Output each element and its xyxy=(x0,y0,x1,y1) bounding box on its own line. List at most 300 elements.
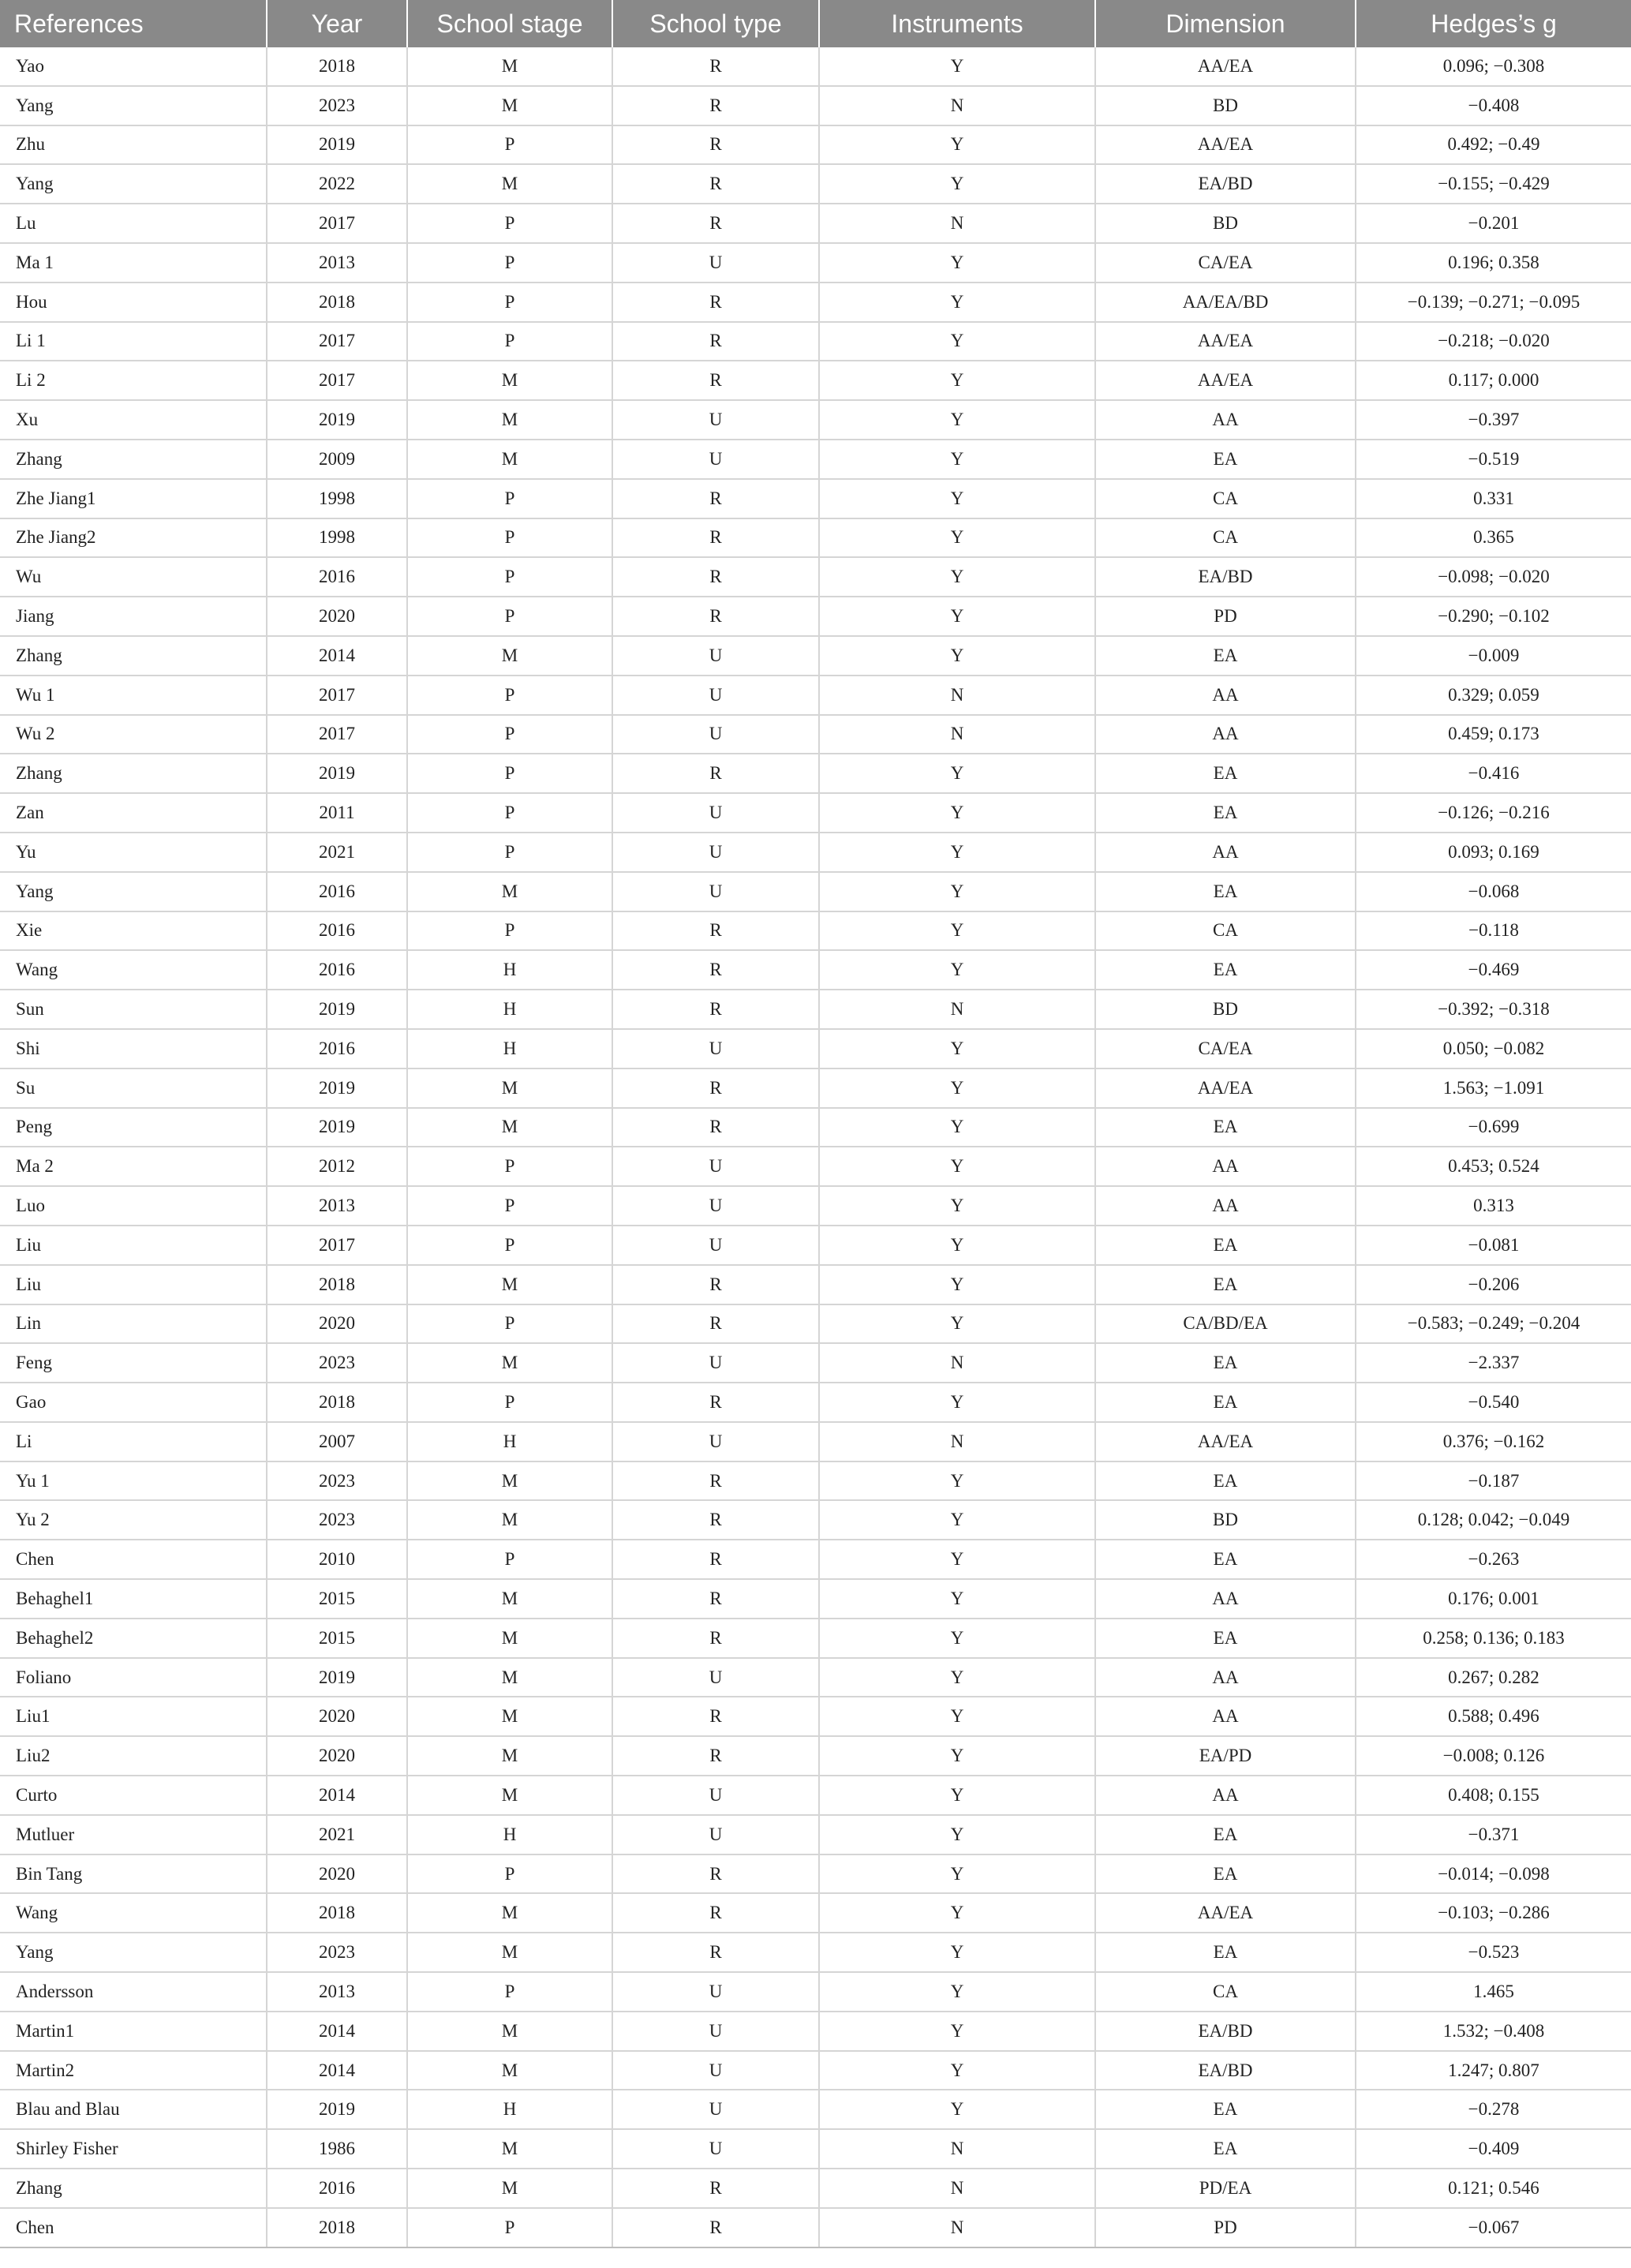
cell-instruments: Y xyxy=(819,47,1095,86)
table-row xyxy=(0,2129,1631,2169)
cell-school-type: U xyxy=(612,1776,819,1815)
cell-reference: Sun xyxy=(0,990,267,1029)
cell-reference: Yang xyxy=(0,86,267,125)
cell-year: 2023 xyxy=(267,1343,407,1383)
cell-instruments: Y xyxy=(819,1736,1095,1776)
cell-school-stage: P xyxy=(407,1854,612,1894)
cell-instruments: Y xyxy=(819,2012,1095,2051)
cell-reference: Liu xyxy=(0,1265,267,1304)
cell-dimension: CA/EA xyxy=(1095,243,1356,283)
cell-dimension: EA xyxy=(1095,636,1356,676)
cell-reference: Mutluer xyxy=(0,1815,267,1854)
cell-instruments: N xyxy=(819,204,1095,243)
cell-reference: Liu1 xyxy=(0,1697,267,1736)
cell-dimension: EA xyxy=(1095,1108,1356,1147)
table-row xyxy=(0,715,1631,754)
table-row xyxy=(0,2090,1631,2129)
cell-reference: Martin1 xyxy=(0,2012,267,2051)
cell-school-stage: M xyxy=(407,164,612,204)
cell-school-type: U xyxy=(612,1029,819,1069)
cell-year: 2020 xyxy=(267,1304,407,1344)
cell-school-stage: M xyxy=(407,636,612,676)
cell-hedges-g: 0.121; 0.546 xyxy=(1356,2169,1631,2208)
cell-year: 2023 xyxy=(267,1933,407,1972)
cell-year: 2014 xyxy=(267,2012,407,2051)
cell-reference: Peng xyxy=(0,1108,267,1147)
column-header-year: Year xyxy=(267,0,407,47)
cell-hedges-g: −0.278 xyxy=(1356,2090,1631,2129)
cell-instruments: N xyxy=(819,1343,1095,1383)
cell-instruments: Y xyxy=(819,125,1095,165)
cell-year: 2017 xyxy=(267,361,407,400)
cell-year: 2015 xyxy=(267,1619,407,1658)
cell-dimension: AA xyxy=(1095,1776,1356,1815)
cell-hedges-g: −0.263 xyxy=(1356,1540,1631,1579)
table-row xyxy=(0,479,1631,518)
cell-reference: Ma 2 xyxy=(0,1147,267,1186)
cell-hedges-g: 0.492; −0.49 xyxy=(1356,125,1631,165)
cell-instruments: Y xyxy=(819,2090,1095,2129)
table-row xyxy=(0,1147,1631,1186)
cell-dimension: EA xyxy=(1095,2129,1356,2169)
cell-instruments: Y xyxy=(819,1893,1095,1933)
cell-year: 2007 xyxy=(267,1422,407,1461)
cell-dimension: EA xyxy=(1095,1226,1356,1265)
cell-school-type: U xyxy=(612,676,819,715)
cell-school-type: R xyxy=(612,1461,819,1501)
cell-year: 2019 xyxy=(267,990,407,1029)
cell-school-stage: M xyxy=(407,1500,612,1540)
cell-instruments: N xyxy=(819,990,1095,1029)
cell-instruments: Y xyxy=(819,283,1095,322)
cell-year: 1998 xyxy=(267,518,407,558)
table-row xyxy=(0,2012,1631,2051)
cell-school-stage: M xyxy=(407,47,612,86)
cell-school-type: U xyxy=(612,2012,819,2051)
cell-school-type: R xyxy=(612,1697,819,1736)
cell-instruments: Y xyxy=(819,597,1095,636)
cell-instruments: Y xyxy=(819,1147,1095,1186)
cell-hedges-g: −0.201 xyxy=(1356,204,1631,243)
cell-reference: Lu xyxy=(0,204,267,243)
cell-instruments: N xyxy=(819,715,1095,754)
cell-year: 2020 xyxy=(267,597,407,636)
cell-hedges-g: −0.392; −0.318 xyxy=(1356,990,1631,1029)
table-row xyxy=(0,1226,1631,1265)
cell-school-type: R xyxy=(612,1933,819,1972)
cell-dimension: EA xyxy=(1095,1343,1356,1383)
cell-dimension: EA xyxy=(1095,754,1356,793)
cell-school-stage: P xyxy=(407,557,612,597)
cell-reference: Hou xyxy=(0,283,267,322)
cell-reference: Zhang xyxy=(0,440,267,479)
cell-school-type: R xyxy=(612,1579,819,1619)
cell-reference: Zhe Jiang1 xyxy=(0,479,267,518)
cell-school-stage: M xyxy=(407,1658,612,1697)
cell-reference: Zhang xyxy=(0,2169,267,2208)
cell-reference: Zan xyxy=(0,793,267,833)
cell-instruments: N xyxy=(819,2129,1095,2169)
cell-reference: Curto xyxy=(0,1776,267,1815)
cell-school-stage: M xyxy=(407,1736,612,1776)
table-row xyxy=(0,1619,1631,1658)
cell-reference: Wang xyxy=(0,1893,267,1933)
cell-school-stage: M xyxy=(407,2169,612,2208)
cell-hedges-g: 0.329; 0.059 xyxy=(1356,676,1631,715)
cell-instruments: Y xyxy=(819,322,1095,361)
cell-year: 2014 xyxy=(267,2051,407,2090)
cell-reference: Su xyxy=(0,1069,267,1108)
cell-hedges-g: −0.155; −0.429 xyxy=(1356,164,1631,204)
cell-reference: Yao xyxy=(0,47,267,86)
cell-dimension: PD xyxy=(1095,597,1356,636)
cell-school-type: R xyxy=(612,911,819,951)
cell-year: 2020 xyxy=(267,1736,407,1776)
cell-reference: Xie xyxy=(0,911,267,951)
table-row xyxy=(0,361,1631,400)
cell-school-type: R xyxy=(612,950,819,990)
table-row xyxy=(0,1658,1631,1697)
cell-reference: Zhe Jiang2 xyxy=(0,518,267,558)
cell-hedges-g: −0.699 xyxy=(1356,1108,1631,1147)
cell-hedges-g: 0.408; 0.155 xyxy=(1356,1776,1631,1815)
cell-year: 2010 xyxy=(267,1540,407,1579)
cell-reference: Yang xyxy=(0,1933,267,1972)
cell-school-stage: H xyxy=(407,1029,612,1069)
cell-school-type: R xyxy=(612,1383,819,1422)
table-row xyxy=(0,1854,1631,1894)
cell-year: 2019 xyxy=(267,1069,407,1108)
cell-dimension: BD xyxy=(1095,1500,1356,1540)
table-row xyxy=(0,1972,1631,2012)
cell-year: 2017 xyxy=(267,204,407,243)
cell-school-stage: M xyxy=(407,1697,612,1736)
cell-hedges-g: −0.409 xyxy=(1356,2129,1631,2169)
column-header-instruments: Instruments xyxy=(819,0,1095,47)
cell-school-type: R xyxy=(612,1540,819,1579)
cell-instruments: N xyxy=(819,86,1095,125)
cell-school-stage: P xyxy=(407,911,612,951)
cell-hedges-g: −0.540 xyxy=(1356,1383,1631,1422)
cell-instruments: Y xyxy=(819,361,1095,400)
cell-school-type: U xyxy=(612,1815,819,1854)
cell-year: 2019 xyxy=(267,2090,407,2129)
cell-school-type: R xyxy=(612,322,819,361)
cell-hedges-g: −0.098; −0.020 xyxy=(1356,557,1631,597)
cell-instruments: Y xyxy=(819,1972,1095,2012)
column-header-hedges-g: Hedges’s g xyxy=(1356,0,1631,47)
cell-reference: Foliano xyxy=(0,1658,267,1697)
cell-hedges-g: 1.563; −1.091 xyxy=(1356,1069,1631,1108)
cell-dimension: AA/EA xyxy=(1095,1893,1356,1933)
table-body xyxy=(0,47,1631,2247)
cell-instruments: Y xyxy=(819,636,1095,676)
cell-school-stage: P xyxy=(407,754,612,793)
cell-school-stage: P xyxy=(407,243,612,283)
cell-year: 2016 xyxy=(267,950,407,990)
cell-hedges-g: −0.371 xyxy=(1356,1815,1631,1854)
table-row xyxy=(0,1108,1631,1147)
cell-dimension: BD xyxy=(1095,204,1356,243)
cell-year: 2020 xyxy=(267,1697,407,1736)
table-row xyxy=(0,990,1631,1029)
cell-reference: Li 1 xyxy=(0,322,267,361)
cell-hedges-g: −0.206 xyxy=(1356,1265,1631,1304)
cell-school-type: R xyxy=(612,164,819,204)
cell-reference: Liu2 xyxy=(0,1736,267,1776)
cell-dimension: EA xyxy=(1095,793,1356,833)
cell-hedges-g: 0.196; 0.358 xyxy=(1356,243,1631,283)
cell-school-stage: P xyxy=(407,518,612,558)
cell-school-type: U xyxy=(612,2090,819,2129)
cell-hedges-g: −2.337 xyxy=(1356,1343,1631,1383)
cell-instruments: Y xyxy=(819,1029,1095,1069)
cell-instruments: Y xyxy=(819,793,1095,833)
cell-hedges-g: 0.117; 0.000 xyxy=(1356,361,1631,400)
cell-school-type: R xyxy=(612,1265,819,1304)
cell-school-type: R xyxy=(612,990,819,1029)
cell-dimension: EA/BD xyxy=(1095,2051,1356,2090)
cell-school-type: R xyxy=(612,283,819,322)
cell-dimension: CA/BD/EA xyxy=(1095,1304,1356,1344)
column-header-school-type: School type xyxy=(612,0,819,47)
cell-reference: Andersson xyxy=(0,1972,267,2012)
cell-dimension: AA/EA xyxy=(1095,1422,1356,1461)
cell-year: 2021 xyxy=(267,1815,407,1854)
cell-school-stage: P xyxy=(407,1383,612,1422)
cell-school-stage: M xyxy=(407,1776,612,1815)
cell-year: 2017 xyxy=(267,322,407,361)
cell-reference: Behaghel1 xyxy=(0,1579,267,1619)
cell-school-type: R xyxy=(612,1893,819,1933)
cell-hedges-g: 0.096; −0.308 xyxy=(1356,47,1631,86)
cell-dimension: EA xyxy=(1095,1619,1356,1658)
cell-year: 2023 xyxy=(267,1461,407,1501)
cell-dimension: AA xyxy=(1095,1658,1356,1697)
cell-school-type: U xyxy=(612,2051,819,2090)
cell-reference: Chen xyxy=(0,2208,267,2247)
cell-hedges-g: 0.128; 0.042; −0.049 xyxy=(1356,1500,1631,1540)
cell-dimension: CA xyxy=(1095,911,1356,951)
cell-hedges-g: −0.290; −0.102 xyxy=(1356,597,1631,636)
cell-reference: Xu xyxy=(0,400,267,440)
cell-year: 2015 xyxy=(267,1579,407,1619)
table-row xyxy=(0,47,1631,86)
cell-reference: Jiang xyxy=(0,597,267,636)
cell-dimension: AA/EA xyxy=(1095,125,1356,165)
cell-school-stage: P xyxy=(407,1147,612,1186)
cell-school-type: U xyxy=(612,1343,819,1383)
cell-year: 2016 xyxy=(267,557,407,597)
cell-instruments: Y xyxy=(819,754,1095,793)
cell-reference: Wu 2 xyxy=(0,715,267,754)
cell-school-stage: P xyxy=(407,715,612,754)
table-row xyxy=(0,754,1631,793)
cell-instruments: Y xyxy=(819,1461,1095,1501)
cell-school-stage: P xyxy=(407,1972,612,2012)
table-row xyxy=(0,400,1631,440)
cell-year: 2017 xyxy=(267,1226,407,1265)
cell-hedges-g: 0.313 xyxy=(1356,1186,1631,1226)
table-row xyxy=(0,1383,1631,1422)
cell-school-type: R xyxy=(612,1304,819,1344)
cell-reference: Gao xyxy=(0,1383,267,1422)
cell-school-stage: M xyxy=(407,1461,612,1501)
cell-reference: Li 2 xyxy=(0,361,267,400)
cell-school-type: R xyxy=(612,1108,819,1147)
cell-instruments: N xyxy=(819,1422,1095,1461)
table-row xyxy=(0,1422,1631,1461)
cell-reference: Wang xyxy=(0,950,267,990)
cell-reference: Feng xyxy=(0,1343,267,1383)
cell-hedges-g: 0.050; −0.082 xyxy=(1356,1029,1631,1069)
cell-school-stage: M xyxy=(407,2129,612,2169)
cell-school-type: R xyxy=(612,479,819,518)
table-row xyxy=(0,2051,1631,2090)
cell-dimension: AA xyxy=(1095,1579,1356,1619)
table-row xyxy=(0,1893,1631,1933)
table-row xyxy=(0,86,1631,125)
cell-hedges-g: −0.187 xyxy=(1356,1461,1631,1501)
cell-reference: Shirley Fisher xyxy=(0,2129,267,2169)
cell-dimension: AA/EA xyxy=(1095,47,1356,86)
table-row xyxy=(0,1186,1631,1226)
cell-school-stage: M xyxy=(407,872,612,911)
table-row xyxy=(0,1933,1631,1972)
cell-school-stage: P xyxy=(407,833,612,872)
cell-dimension: EA/BD xyxy=(1095,2012,1356,2051)
cell-instruments: Y xyxy=(819,1383,1095,1422)
cell-reference: Zhang xyxy=(0,636,267,676)
cell-reference: Bin Tang xyxy=(0,1854,267,1894)
cell-hedges-g: 0.093; 0.169 xyxy=(1356,833,1631,872)
table-row xyxy=(0,1265,1631,1304)
cell-hedges-g: 0.376; −0.162 xyxy=(1356,1422,1631,1461)
cell-school-stage: P xyxy=(407,676,612,715)
cell-dimension: CA/EA xyxy=(1095,1029,1356,1069)
table-row xyxy=(0,164,1631,204)
cell-school-stage: P xyxy=(407,1540,612,1579)
table-row xyxy=(0,1815,1631,1854)
cell-dimension: EA xyxy=(1095,1854,1356,1894)
cell-year: 2019 xyxy=(267,1658,407,1697)
cell-dimension: AA/EA/BD xyxy=(1095,283,1356,322)
table-row xyxy=(0,1776,1631,1815)
cell-dimension: EA/PD xyxy=(1095,1736,1356,1776)
cell-instruments: Y xyxy=(819,400,1095,440)
cell-hedges-g: 0.331 xyxy=(1356,479,1631,518)
cell-school-type: R xyxy=(612,754,819,793)
cell-reference: Yang xyxy=(0,872,267,911)
cell-dimension: CA xyxy=(1095,479,1356,518)
cell-school-type: R xyxy=(612,1854,819,1894)
column-header-references: References xyxy=(0,0,267,47)
cell-instruments: Y xyxy=(819,557,1095,597)
cell-hedges-g: −0.068 xyxy=(1356,872,1631,911)
cell-dimension: PD/EA xyxy=(1095,2169,1356,2208)
cell-instruments: N xyxy=(819,2169,1095,2208)
cell-school-type: U xyxy=(612,1972,819,2012)
cell-dimension: CA xyxy=(1095,1972,1356,2012)
cell-instruments: Y xyxy=(819,1540,1095,1579)
column-header-school-stage: School stage xyxy=(407,0,612,47)
table-row xyxy=(0,1029,1631,1069)
cell-school-stage: M xyxy=(407,1069,612,1108)
table-row xyxy=(0,597,1631,636)
cell-instruments: Y xyxy=(819,1658,1095,1697)
cell-year: 2019 xyxy=(267,400,407,440)
cell-school-type: U xyxy=(612,872,819,911)
cell-school-stage: M xyxy=(407,1579,612,1619)
cell-hedges-g: −0.519 xyxy=(1356,440,1631,479)
cell-year: 2011 xyxy=(267,793,407,833)
cell-reference: Blau and Blau xyxy=(0,2090,267,2129)
table-row xyxy=(0,440,1631,479)
cell-school-type: R xyxy=(612,597,819,636)
table-row xyxy=(0,557,1631,597)
cell-school-stage: H xyxy=(407,2090,612,2129)
cell-school-stage: M xyxy=(407,1933,612,1972)
table-row xyxy=(0,283,1631,322)
table-row xyxy=(0,1343,1631,1383)
cell-dimension: AA xyxy=(1095,400,1356,440)
cell-dimension: EA xyxy=(1095,2090,1356,2129)
cell-dimension: AA xyxy=(1095,1186,1356,1226)
cell-reference: Li xyxy=(0,1422,267,1461)
cell-year: 2013 xyxy=(267,1972,407,2012)
cell-dimension: EA xyxy=(1095,872,1356,911)
cell-reference: Zhang xyxy=(0,754,267,793)
table-row xyxy=(0,1736,1631,1776)
table-row xyxy=(0,872,1631,911)
cell-school-stage: P xyxy=(407,204,612,243)
cell-dimension: EA xyxy=(1095,1540,1356,1579)
cell-instruments: Y xyxy=(819,1579,1095,1619)
cell-school-type: R xyxy=(612,47,819,86)
table-row xyxy=(0,1304,1631,1344)
cell-instruments: Y xyxy=(819,2051,1095,2090)
cell-hedges-g: 1.247; 0.807 xyxy=(1356,2051,1631,2090)
table-row xyxy=(0,2169,1631,2208)
cell-hedges-g: −0.218; −0.020 xyxy=(1356,322,1631,361)
table-row xyxy=(0,1461,1631,1501)
cell-school-type: R xyxy=(612,2169,819,2208)
cell-school-type: U xyxy=(612,1226,819,1265)
cell-year: 2019 xyxy=(267,125,407,165)
cell-hedges-g: 0.176; 0.001 xyxy=(1356,1579,1631,1619)
cell-hedges-g: 0.267; 0.282 xyxy=(1356,1658,1631,1697)
cell-school-stage: M xyxy=(407,1619,612,1658)
table-row xyxy=(0,833,1631,872)
cell-school-type: U xyxy=(612,2129,819,2169)
cell-school-type: U xyxy=(612,636,819,676)
cell-hedges-g: 0.258; 0.136; 0.183 xyxy=(1356,1619,1631,1658)
cell-hedges-g: −0.126; −0.216 xyxy=(1356,793,1631,833)
cell-year: 2022 xyxy=(267,164,407,204)
cell-hedges-g: −0.009 xyxy=(1356,636,1631,676)
cell-school-stage: H xyxy=(407,950,612,990)
cell-school-type: R xyxy=(612,204,819,243)
cell-hedges-g: −0.139; −0.271; −0.095 xyxy=(1356,283,1631,322)
cell-dimension: AA xyxy=(1095,1697,1356,1736)
cell-instruments: Y xyxy=(819,479,1095,518)
cell-year: 2021 xyxy=(267,833,407,872)
cell-reference: Yu xyxy=(0,833,267,872)
cell-year: 2013 xyxy=(267,1186,407,1226)
cell-hedges-g: −0.103; −0.286 xyxy=(1356,1893,1631,1933)
cell-hedges-g: −0.118 xyxy=(1356,911,1631,951)
table-row xyxy=(0,518,1631,558)
